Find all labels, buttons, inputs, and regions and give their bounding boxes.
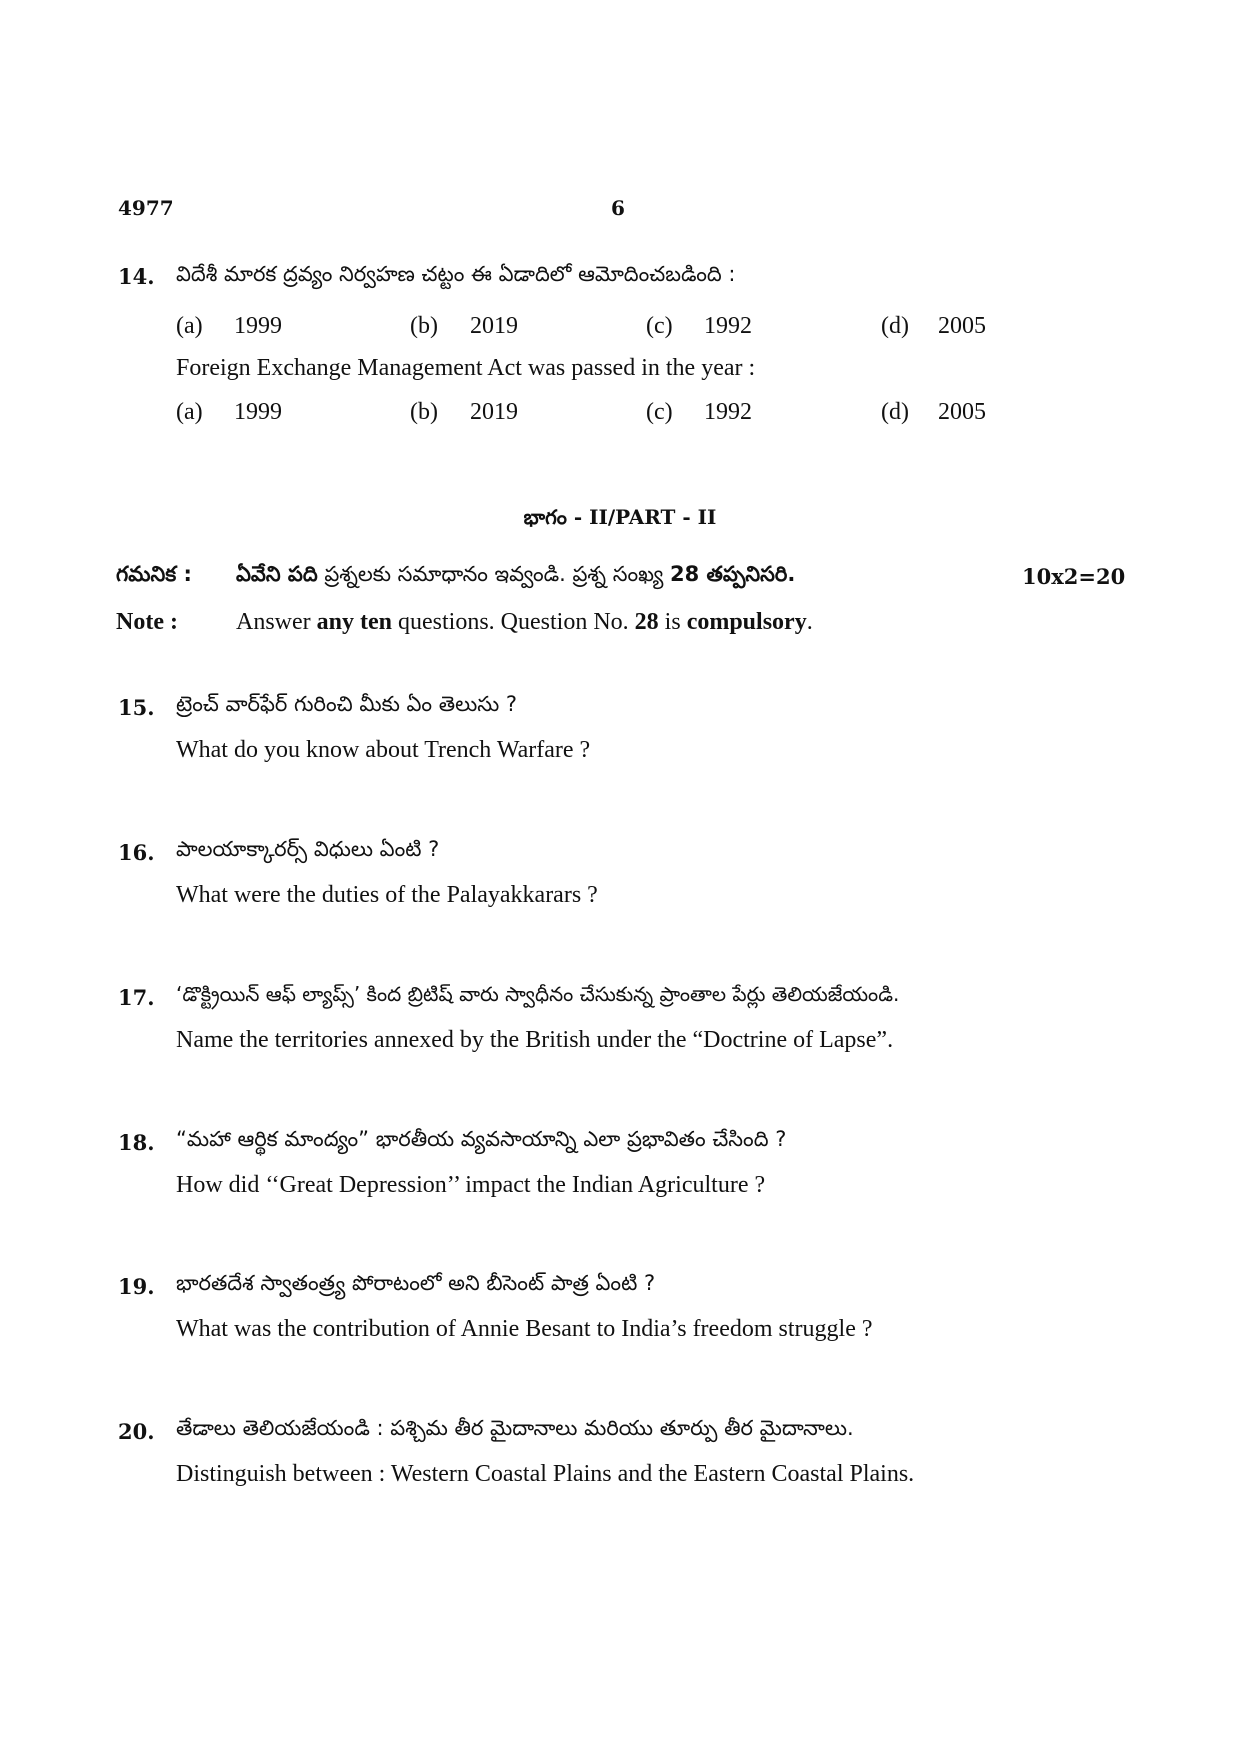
option-label: (d) bbox=[881, 313, 909, 339]
option-value: 2019 bbox=[470, 313, 518, 339]
question-number: 16. bbox=[118, 840, 155, 865]
option-label: (b) bbox=[410, 313, 438, 339]
question-number: 15. bbox=[118, 695, 155, 720]
option-value: 2005 bbox=[938, 313, 986, 339]
option-label: (a) bbox=[176, 313, 203, 339]
part-title: భాగం - II/PART - II bbox=[523, 505, 717, 529]
note-text-english: Answer any ten questions. Question No. 28 is compulsory. bbox=[236, 609, 813, 635]
note-text-telugu: ఏవేని పది ప్రశ్నలకు సమాధానం ఇవ్వండి. ప్రశ్న సంఖ్య 28 తప్పనిసరి. bbox=[236, 562, 796, 586]
option-value: 1992 bbox=[704, 399, 752, 425]
option-value: 2019 bbox=[470, 399, 518, 425]
paper-code: 4977 bbox=[118, 196, 174, 220]
question-text-telugu: ట్రెంచ్ వార్‌ఫేర్ గురించి మీకు ఏం తెలుసు ? bbox=[176, 692, 518, 716]
question-text-telugu: ‘డొక్ట్రియిన్ ఆఫ్ ల్యాప్స్’ కింద బ్రిటిష్ వారు స్వాధీనం చేసుకున్న ప్రాంతాల పేర్లు తెలియజేయండి. bbox=[176, 982, 900, 1006]
question-text-english: Name the territories annexed by the British under the “Doctrine of Lapse”. bbox=[176, 1027, 894, 1053]
question-number: 14. bbox=[118, 264, 155, 289]
option-value: 1999 bbox=[234, 399, 282, 425]
option-label: (d) bbox=[881, 399, 909, 425]
page-number: 6 bbox=[611, 196, 625, 220]
question-text-telugu: విదేశీ మారక ద్రవ్యం నిర్వహణ చట్టం ఈ ఏడాదిలో ఆమోదించబడింది : bbox=[176, 262, 736, 286]
question-text-english: How did ‘‘Great Depression’’ impact the Indian Agriculture ? bbox=[176, 1172, 766, 1198]
option-value: 2005 bbox=[938, 399, 986, 425]
question-text-telugu: పాలయాక్కారర్స్ విధులు ఏంటి ? bbox=[176, 837, 440, 861]
question-text-english: What do you know about Trench Warfare ? bbox=[176, 737, 591, 763]
note-label-telugu: గమనిక : bbox=[116, 562, 192, 586]
question-text-telugu: “మహా ఆర్థిక మాంద్యం” భారతీయ వ్యవసాయాన్ని ఎలా ప్రభావితం చేసింది ? bbox=[176, 1127, 787, 1151]
option-label: (a) bbox=[176, 399, 203, 425]
question-text-english: What were the duties of the Palayakkarars ? bbox=[176, 882, 598, 908]
question-number: 20. bbox=[118, 1419, 155, 1444]
note-label-english: Note : bbox=[116, 609, 178, 635]
question-number: 19. bbox=[118, 1274, 155, 1299]
question-text-english: What was the contribution of Annie Besant to India’s freedom struggle ? bbox=[176, 1316, 873, 1342]
option-value: 1992 bbox=[704, 313, 752, 339]
option-label: (c) bbox=[646, 399, 673, 425]
option-value: 1999 bbox=[234, 313, 282, 339]
question-text-telugu: భారతదేశ స్వాతంత్ర్య పోరాటంలో అని బీసెంట్ పాత్ర ఏంటి ? bbox=[176, 1271, 656, 1295]
question-number: 17. bbox=[118, 985, 155, 1010]
marks: 10x2=20 bbox=[1022, 564, 1126, 589]
question-text-english: Foreign Exchange Management Act was passed in the year : bbox=[176, 355, 756, 381]
question-text-english: Distinguish between : Western Coastal Plains and the Eastern Coastal Plains. bbox=[176, 1461, 915, 1487]
option-label: (b) bbox=[410, 399, 438, 425]
option-label: (c) bbox=[646, 313, 673, 339]
question-number: 18. bbox=[118, 1130, 155, 1155]
question-text-telugu: తేడాలు తెలియజేయండి : పశ్చిమ తీర మైదానాలు మరియు తూర్పు తీర మైదానాలు. bbox=[176, 1416, 854, 1440]
